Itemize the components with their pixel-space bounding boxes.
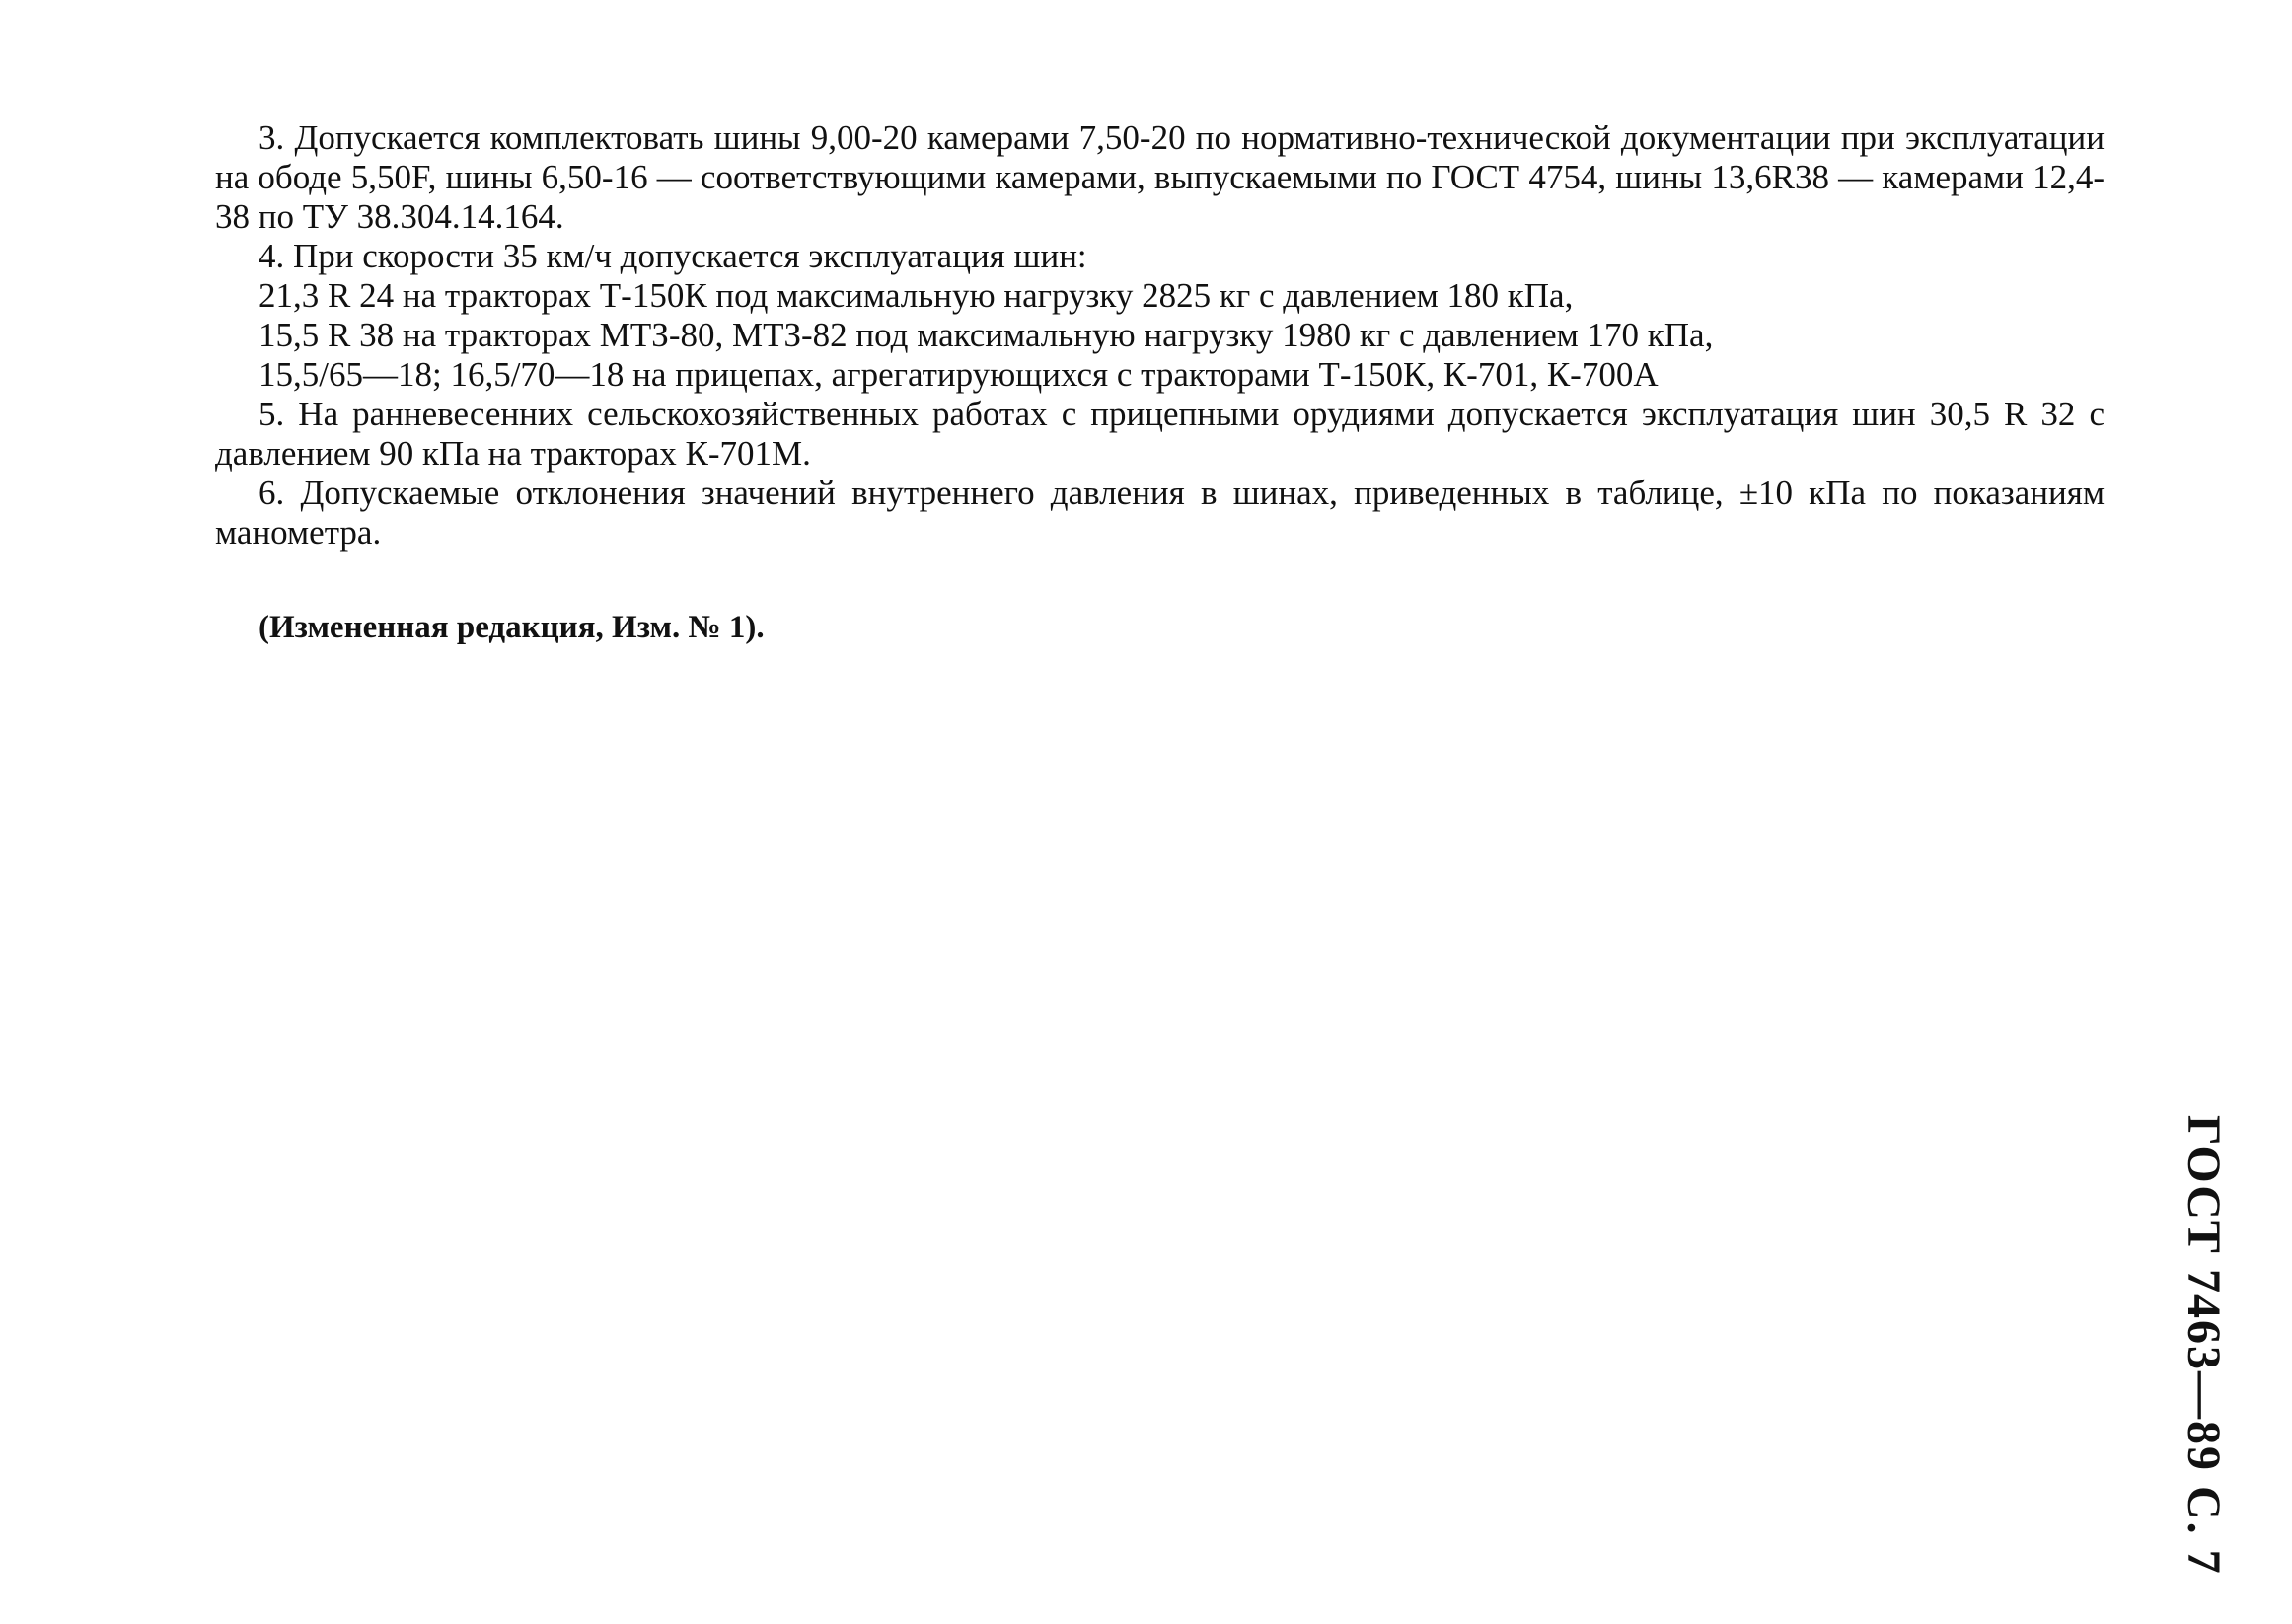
paragraph-4-item-1: 21,3 R 24 на тракторах Т-150К под максимальную нагрузку 2825 кг с давлением 180 кПа, <box>259 276 1574 315</box>
document-body <box>215 118 2105 647</box>
page-label: ГОСТ 7463—89 С. 7 <box>2178 1115 2230 1576</box>
paragraph-4-item-3: 15,5/65—18; 16,5/70—18 на прицепах, агрегатирующихся с тракторами Т-150К, К-701, К-700А <box>259 355 1659 394</box>
amendment-note: (Измененная редакция, Изм. № 1). <box>259 610 765 645</box>
paragraph-5: 5. На ранневесенних сельскохозяйственных работах с прицепными орудиями допускается эксплуатация шин 30,5 R 32 с давлением 90 кПа на тракторах К-701М. <box>215 395 2105 473</box>
paragraph-3: 3. Допускается комплектовать шины 9,00-20 камерами 7,50-20 по нормативно-технической документации при эксплуатации на ободе 5,50F, шины 6,50-16 — соответствующими камерами, выпускаемыми по ГОСТ 4754, шины 13,6R38 — камерами 12,4-38 по ТУ 38.304.14.164. <box>215 118 2105 236</box>
paragraph-6: 6. Допускаемые отклонения значений внутреннего давления в шинах, приведенных в таблице, ±10 кПа по показаниям манометра. <box>215 474 2105 552</box>
paragraph-4-item-2: 15,5 R 38 на тракторах МТЗ-80, МТЗ-82 под максимальную нагрузку 1980 кг с давлением 170 кПа, <box>259 316 1714 354</box>
paragraph-4: 4. При скорости 35 км/ч допускается эксплуатация шин: <box>259 237 1087 275</box>
